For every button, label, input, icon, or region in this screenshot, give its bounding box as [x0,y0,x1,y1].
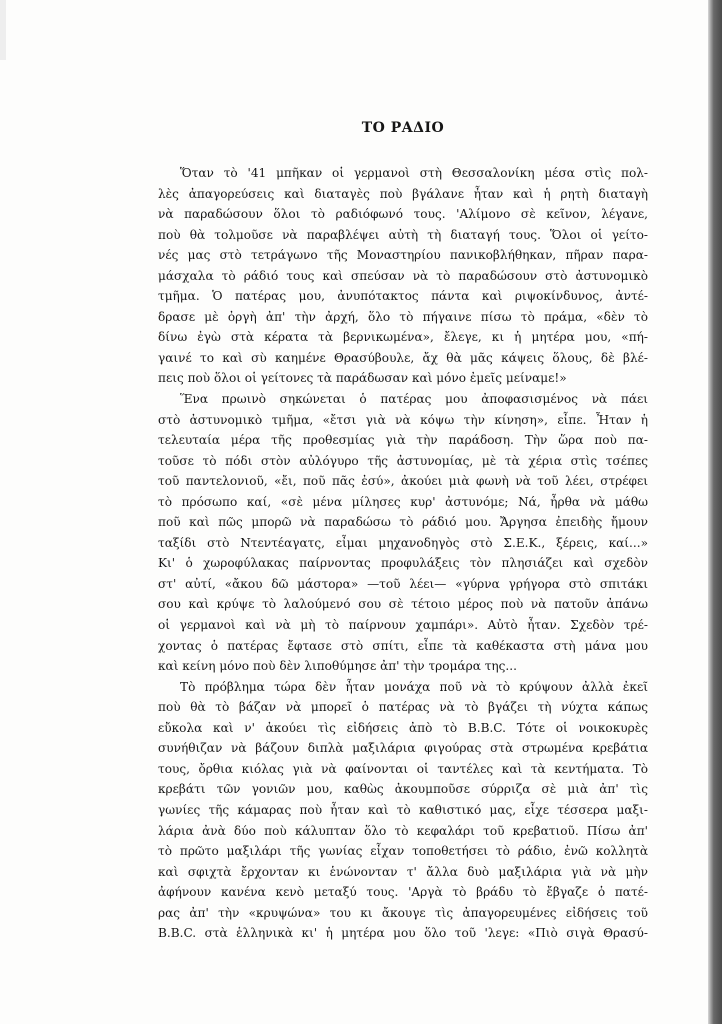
text-line: πεις ποὺ ὅλοι οἱ γείτονες τὰ παράδωσαν καὶ μόνο ἐμεῖς μείναμε!» [158,371,567,386]
text-line: τους, ὄρθια κιόλας γιὰ νὰ φαίνονται οἱ ταντέλες καὶ τὰ κεντήματα. Τὸ [158,761,648,776]
page-edge-shadow [708,0,722,1024]
text-line: στὸ ἀστυνομικὸ τμῆμα, «ἔτσι γιὰ νὰ κόψω τὴν κίνηση», εἶπε. Ἦταν ἡ [158,412,648,427]
text-line: δρασε μὲ ὀργὴ ἀπ' τὴν ἀρχή, ὅλο τὸ πήγαινε πίσω τὸ πράμα, «δὲν τὸ [158,309,648,324]
text-line: εὔκολα καὶ ν' ἀκούει τὶς εἰδήσεις ἀπὸ τὸ B.B.C. Τότε οἱ νοικοκυρὲς [158,720,648,735]
text-line: ρας ἀπ' τὴν «κρυψώνα» του κι ἄκουγε τὶς ἀπαγορευμένες εἰδήσεις τοῦ [158,905,648,920]
text-line: στ' αὐτί, «ἄκου δῶ μάστορα» —τοῦ λέει— «γύρνα γρήγορα στὸ σπιτάκι [158,576,648,591]
text-line: δίνω ἐγὼ στὰ κέρατα τὰ βερνικωμένα», ἔλεγε, κι ἡ μητέρα μου, «πή- [158,330,648,345]
paragraph [158,389,648,677]
text-line: Κι' ὁ χωροφύλακας παίρνοντας προφυλάξεις τὸν πλησιάζει καὶ σχεδὸν [158,556,648,571]
paragraph [158,163,648,389]
text-line: ποὺ θὰ τὸ βάζαν νὰ μπορεῖ ὁ πατέρας νὰ τὸ βγάζει τὴ νύχτα κάπως [158,700,648,715]
text-line: ταξίδι στὸ Ντεντέαγατς, εἶμαι μηχανοδηγὸς στὸ Σ.Ε.Κ., ξέρεις, καί...» [158,535,648,550]
text-line: συνήθιζαν νὰ βάζουν διπλὰ μαξιλάρια φιγούρας στὰ στρωμένα κρεβάτια [158,741,648,756]
text-line: ἀφήνουν κανένα κενὸ μεταξύ τους. 'Αργὰ τὸ βράδυ τὸ ἔβγαζε ὁ πατέ- [158,885,648,900]
text-line: νὰ παραδώσουν ὅλοι τὸ ραδιόφωνό τους. 'Αλίμονο σὲ κεῖνον, λέγανε, [158,207,648,222]
scan-edge-mark [0,0,6,60]
text-line: τὸ πρόσωπο καί, «σὲ μένα μίλησες κυρ' ἀστυνόμε; Νά, ἦρθα νὰ μάθω [158,494,648,509]
text-line: καὶ σφιχτὰ ἔρχονταν κι ἑνώνονταν τ' ἄλλα δυὸ μαξιλάρια γιὰ νὰ μὴν [158,864,648,879]
page-title: ΤΟ ΡΑΔΙΟ [361,120,445,136]
text-line: γωνίες τῆς κάμαρας ποὺ ἦταν καὶ τὸ καθιστικό μας, εἶχε τέσσερα μαξι- [158,802,648,817]
text-line: τοῦ παντελονιοῦ, «ἔι, ποῦ πᾶς ἐσύ», ἀκούει μιὰ φωνὴ νὰ τοῦ λέει, στρέφει [158,474,648,489]
text-line: χοντας ὁ πατέρας ἔφτασε στὸ σπίτι, εἶπε τὰ καθέκαστα στὴ μάνα μου [158,638,648,653]
text-line: B.B.C. στὰ ἑλληνικὰ κι' ἡ μητέρα μου ὅλο τοῦ 'λεγε: «Πιὸ σιγὰ Θρασύ- [158,926,648,941]
text-line: τμῆμα. Ὁ πατέρας μου, ἀνυπότακτος πάντα καὶ ριψοκίνδυνος, ἀντέ- [158,289,648,304]
text-line: οἱ γερμανοὶ καὶ νὰ μὴ τὸ παίρνουν χαμπάρι». Αὐτὸ ἦταν. Σχεδὸν τρέ- [158,618,648,633]
paragraph [158,677,648,944]
text-line: ποὺ θὰ τολμοῦσε νὰ παραβλέψει αὐτὴ τὴ διαταγή τους. Ὅλοι οἱ γείτο- [158,227,648,242]
text-line: γαινέ το καὶ σὺ καημένε Θρασύβουλε, ἄχ θὰ μᾶς κάψεις ὅλους, δὲ βλέ- [158,350,648,365]
text-line: νές μας στὸ τετράγωνο τῆς Μοναστηρίου πανικοβλήθηκαν, πῆραν παρα- [158,248,648,263]
text-line: Τὸ πρόβλημα τώρα δὲν ἦταν μονάχα ποῦ νὰ τὸ κρύψουν ἀλλὰ ἐκεῖ [180,679,648,694]
body-text [158,163,648,944]
text-line: Ὅταν τὸ '41 μπῆκαν οἱ γερμανοὶ στὴ Θεσσαλονίκη μέσα στὶς πολ- [180,166,648,180]
text-line: μάσχαλα τὸ ράδιό τους καὶ σπεύσαν νὰ τὸ παραδώσουν στὸ ἀστυνομικὸ [158,268,648,283]
text-line: κρεβάτι τῶν γονιῶν μου, καθὼς ἀκουμποῦσε σύρριζα σὲ μιὰ ἀπ' τὶς [158,782,648,797]
text-line: καὶ κείνη μόνο ποὺ δὲν λιποθύμησε ἀπ' τὴν τρομάρα της... [158,659,517,674]
text-line: Ἕνα πρωινὸ σηκώνεται ὁ πατέρας μου ἀποφασισμένος νὰ πάει [180,392,648,407]
text-line: τελευταία μέρα τῆς προθεσμίας γιὰ τὴν παράδοση. Τὴν ὥρα ποὺ πα- [158,433,648,448]
text-line: τὸ πρῶτο μαξιλάρι τῆς γωνίας εἶχαν τοποθετήσει τὸ ράδιο, ἐνῶ κολλητὰ [158,844,648,859]
text-line: τοῦσε τὸ πόδι στὸν αὐλόγυρο τῆς ἀστυνομίας, μὲ τὰ χέρια στὶς τσέπες [158,453,648,468]
text-line: σου καὶ κρύψε τὸ λαλούμενό σου σὲ τέτοιο μέρος ποὺ νὰ πατοῦν ἀπάνω [158,597,648,612]
text-line: λάρια ἀνὰ δύο ποὺ κάλυπταν ὅλο τὸ κεφαλάρι τοῦ κρεβατιοῦ. Πίσω ἀπ' [158,823,648,838]
text-line: ποῦ καὶ πῶς μπορῶ νὰ παραδώσω τὸ ράδιό μου. Ἄργησα ἐπειδὴς ἤμουν [158,515,648,530]
book-page [158,120,648,944]
text-line: λὲς ἀπαγορεύσεις καὶ διαταγὲς ποὺ βγάλανε ἦταν καὶ ἡ ρητὴ διαταγὴ [158,186,648,201]
